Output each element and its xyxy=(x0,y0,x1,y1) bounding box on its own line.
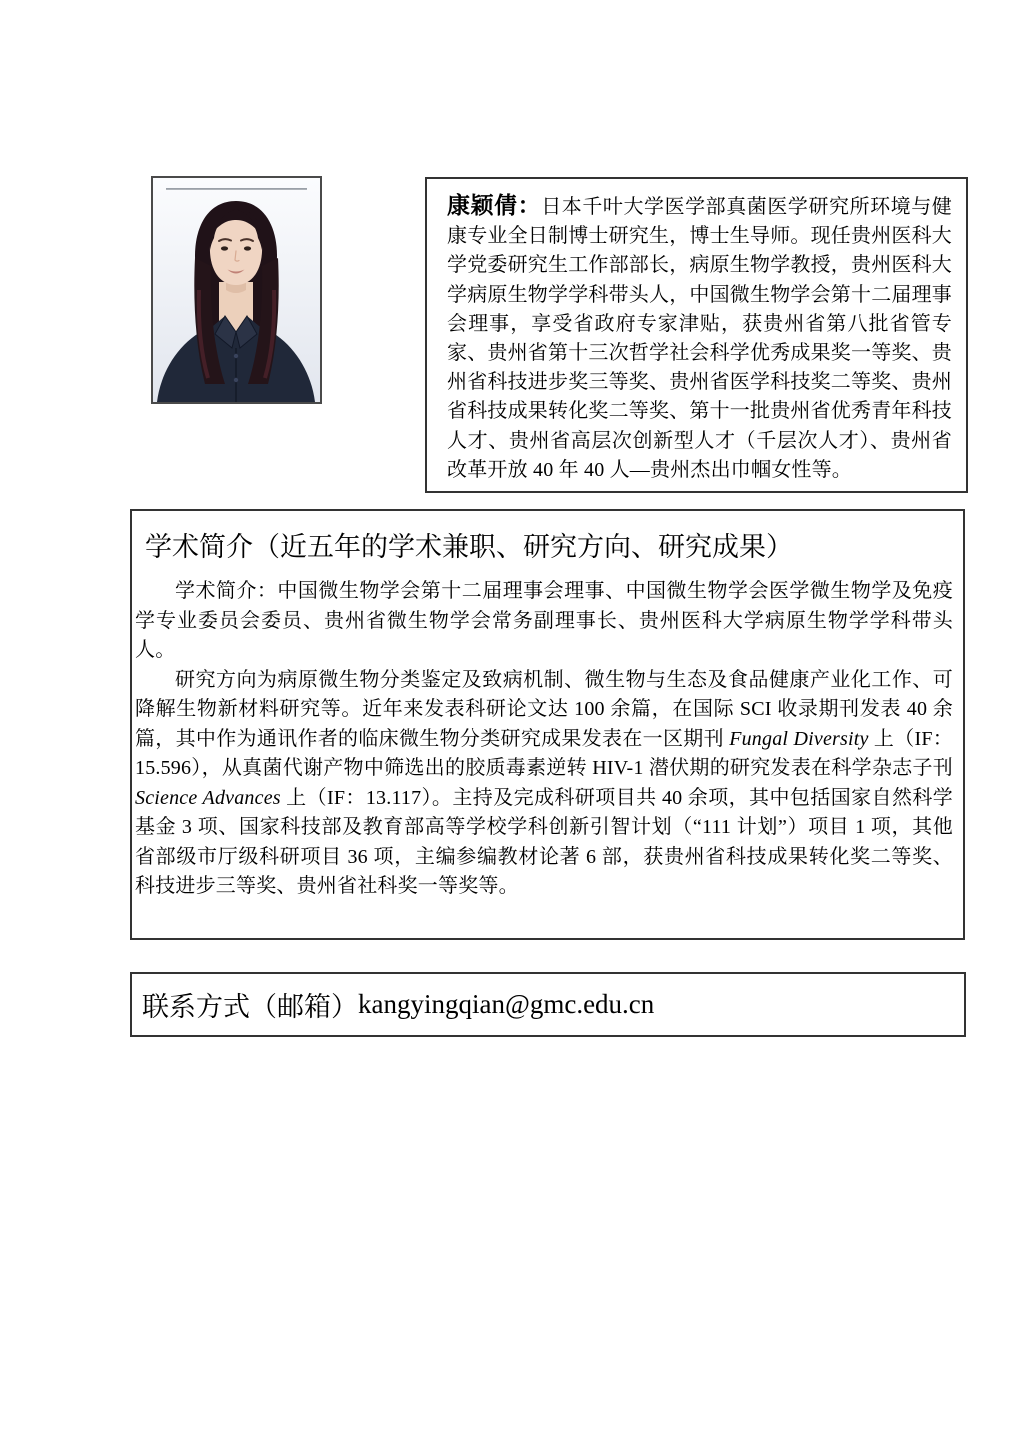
portrait-photo-illustration xyxy=(153,178,320,402)
paragraph-affiliations: 学术简介：中国微生物学会第十二届理事会理事、中国微生物学会医学微生物学及免疫学专业委员会委员、贵州省微生物学会常务副理事长、贵州医科大学病原生物学学科带头人。 xyxy=(135,580,953,661)
contact-label: 联系方式（邮箱） xyxy=(142,992,358,1022)
bio-text: 康颖倩：日本千叶大学医学部真菌医学研究所环境与健康专业全日制博士研究生，博士生导师。现任贵州医科大学党委研究生工作部部长，病原生物学教授，贵州医科大学病原生物学学科带头人，中国微生物学会第十二届理事会理事，享受省政府专家津贴，获贵州省第八批省管专家、贵州省第十三次哲学社会科学优秀成果奖一等奖、贵州省科技进步奖三等奖、贵州省医学科技奖二等奖、贵州省科技成果转化奖二等奖、第十一批贵州省优秀青年科技人才、贵州省高层次创新型人才（千层次人才）、贵州省改革开放 40 年 40 人—贵州杰出巾帼女性等。 xyxy=(447,192,952,481)
bio-box xyxy=(425,177,968,493)
contact-box xyxy=(130,972,966,1037)
academic-section-title: 学术简介（近五年的学术兼职、研究方向、研究成果） xyxy=(145,532,793,562)
academic-body xyxy=(135,577,953,902)
profile-photo xyxy=(151,176,322,404)
photo-top-line xyxy=(166,188,307,190)
academic-box xyxy=(130,509,965,940)
paragraph-research-achievements: 研究方向为病原微生物分类鉴定及致病机制、微生物与生态及食品健康产业化工作、可降解生物新材料研究等。近年来发表科研论文达 100 余篇，在国际 SCI 收录期刊发表 40 余篇，其中作为通讯作者的临床微生物分类研究成果发表在一区期刊 Fungal Diversity 上（IF：15.596），从真菌代谢产物中筛选出的胶质毒素逆转 HIV-1 潜伏期的研究发表在科学杂志子刊 Science Advances 上（IF：13.117）。主持及完成科研项目共 40 余项，其中包括国家自然科学基金 3 项、国家科技部及教育部高等学校学科创新引智计划（“111 计划”）项目 1 项，其他省部级市厅级科研项目 36 项，主编参编教材论著 6 部，获贵州省科技成果转化奖二等奖、科技进步三等奖、贵州省社科奖一等奖等。 xyxy=(135,668,953,897)
contact-email: kangyingqian@gmc.edu.cn xyxy=(358,989,655,1019)
